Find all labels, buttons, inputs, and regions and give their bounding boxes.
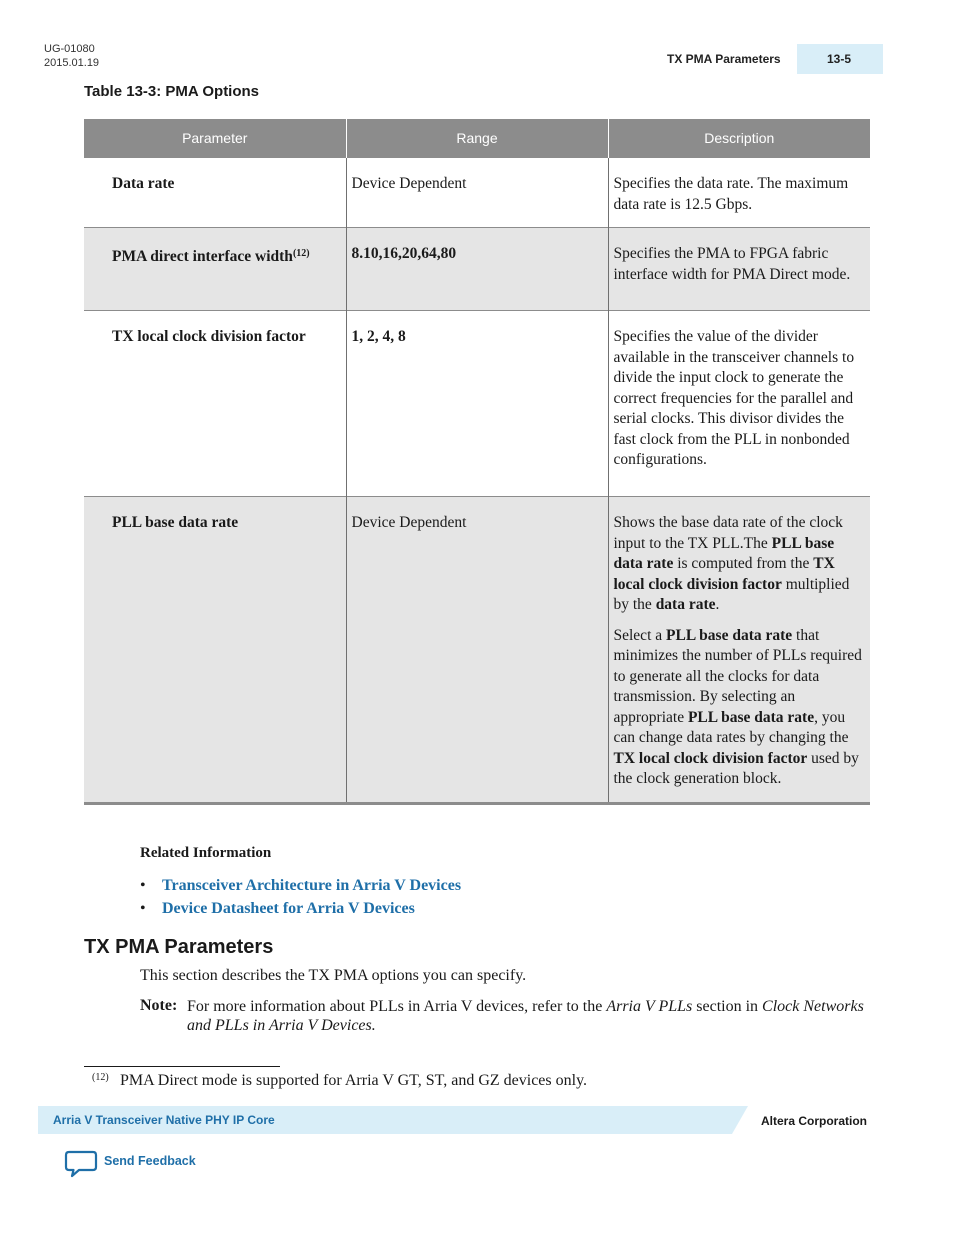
- table-caption: Table 13-3: PMA Options: [84, 83, 260, 100]
- description-cell: Specifies the value of the divider available in the transceiver channels to divide the input clock to generate the correct frequencies for the parallel and serial clocks. This divisor divides the fast clock from the PLL in nonbonded configurations.: [608, 311, 870, 497]
- range-cell: 8.10,16,20,64,80: [346, 228, 608, 311]
- range-cell: 1, 2, 4, 8: [346, 311, 608, 497]
- description-emphasis: data rate: [655, 596, 716, 613]
- description-text: is computed from the: [673, 555, 814, 572]
- footer-document-title: Arria V Transceiver Native PHY IP Core: [53, 1113, 275, 1127]
- footnote-mark: (12): [92, 1072, 109, 1083]
- column-header-range: Range: [346, 119, 608, 158]
- description-cell: [608, 497, 870, 804]
- list-item: [140, 876, 461, 899]
- note-reference: Clock Networks and PLLs in Arria V Devices.: [187, 998, 864, 1034]
- column-header-description: Description: [608, 119, 870, 158]
- description-text: , you can change data rates by changing the: [613, 708, 849, 746]
- pma-options-table: [84, 119, 870, 805]
- description-emphasis: PLL base data rate: [687, 708, 815, 726]
- note-label: Note:: [140, 997, 178, 1014]
- header-section-title: TX PMA Parameters: [667, 52, 781, 66]
- description-text: Shows the base data rate of the clock input to the TX PLL.The: [613, 514, 843, 552]
- document-id-block: [44, 42, 99, 70]
- parameter-cell: PLL base data rate: [84, 497, 346, 804]
- table-row: [84, 158, 870, 228]
- parameter-cell: Data rate: [84, 158, 346, 228]
- table-row: [84, 311, 870, 497]
- footnote-reference: (12): [292, 248, 310, 259]
- description-emphasis: PLL base data rate: [666, 626, 793, 644]
- bullet: •: [140, 900, 146, 917]
- footnote-divider: [84, 1066, 280, 1067]
- table-row: [84, 497, 870, 804]
- description-text: .: [715, 596, 720, 613]
- note-fragment: For more information about PLLs in Arria V devices, refer to the: [187, 998, 607, 1015]
- footer-company: Altera Corporation: [761, 1114, 868, 1128]
- speech-bubble-icon[interactable]: [64, 1150, 98, 1178]
- send-feedback-link[interactable]: Send Feedback: [104, 1154, 196, 1168]
- description-paragraph: [614, 513, 865, 616]
- related-links-list: [140, 876, 461, 922]
- description-text: Select a: [613, 626, 667, 644]
- list-item: [140, 899, 461, 922]
- note-text: [187, 997, 867, 1035]
- section-intro: This section describes the TX PMA options you can specify.: [140, 967, 527, 984]
- link-transceiver-architecture[interactable]: Transceiver Architecture in Arria V Devices: [162, 877, 462, 894]
- parameter-cell: TX local clock division factor: [84, 311, 346, 497]
- document-date: 2015.01.19: [44, 57, 100, 69]
- range-cell: Device Dependent: [346, 497, 608, 804]
- description-cell: Specifies the data rate. The maximum data rate is 12.5 Gbps.: [608, 158, 870, 228]
- table-header-row: [84, 119, 870, 158]
- note-fragment: section in: [692, 998, 763, 1015]
- description-text: used by the clock generation block.: [613, 749, 859, 787]
- parameter-cell: [84, 228, 346, 311]
- bullet: •: [140, 877, 146, 894]
- description-emphasis: TX local clock division factor: [613, 555, 835, 593]
- note-reference: Arria V PLLs: [606, 998, 693, 1015]
- section-heading: TX PMA Parameters: [84, 936, 274, 958]
- description-emphasis: PLL base data rate: [613, 534, 835, 572]
- table-row: [84, 228, 870, 311]
- column-header-parameter: Parameter: [84, 119, 346, 158]
- footnote-text: PMA Direct mode is supported for Arria V GT, ST, and GZ devices only.: [120, 1072, 588, 1089]
- description-paragraph: [614, 626, 865, 790]
- parameter-name: PMA direct interface width: [112, 248, 293, 265]
- description-emphasis: TX local clock division factor: [613, 749, 808, 767]
- range-cell: Device Dependent: [346, 158, 608, 228]
- description-text: multiplied by the: [613, 575, 850, 613]
- document-id: UG-01080: [44, 43, 95, 55]
- description-text: that minimizes the number of PLLs required to generate all the clocks for data transmission. By selecting an appropriate: [613, 626, 862, 726]
- related-information-title: Related Information: [140, 845, 272, 861]
- description-cell: Specifies the PMA to FPGA fabric interface width for PMA Direct mode.: [608, 228, 870, 311]
- link-device-datasheet[interactable]: Device Datasheet for Arria V Devices: [162, 900, 415, 917]
- header-page-number: 13-5: [797, 44, 883, 74]
